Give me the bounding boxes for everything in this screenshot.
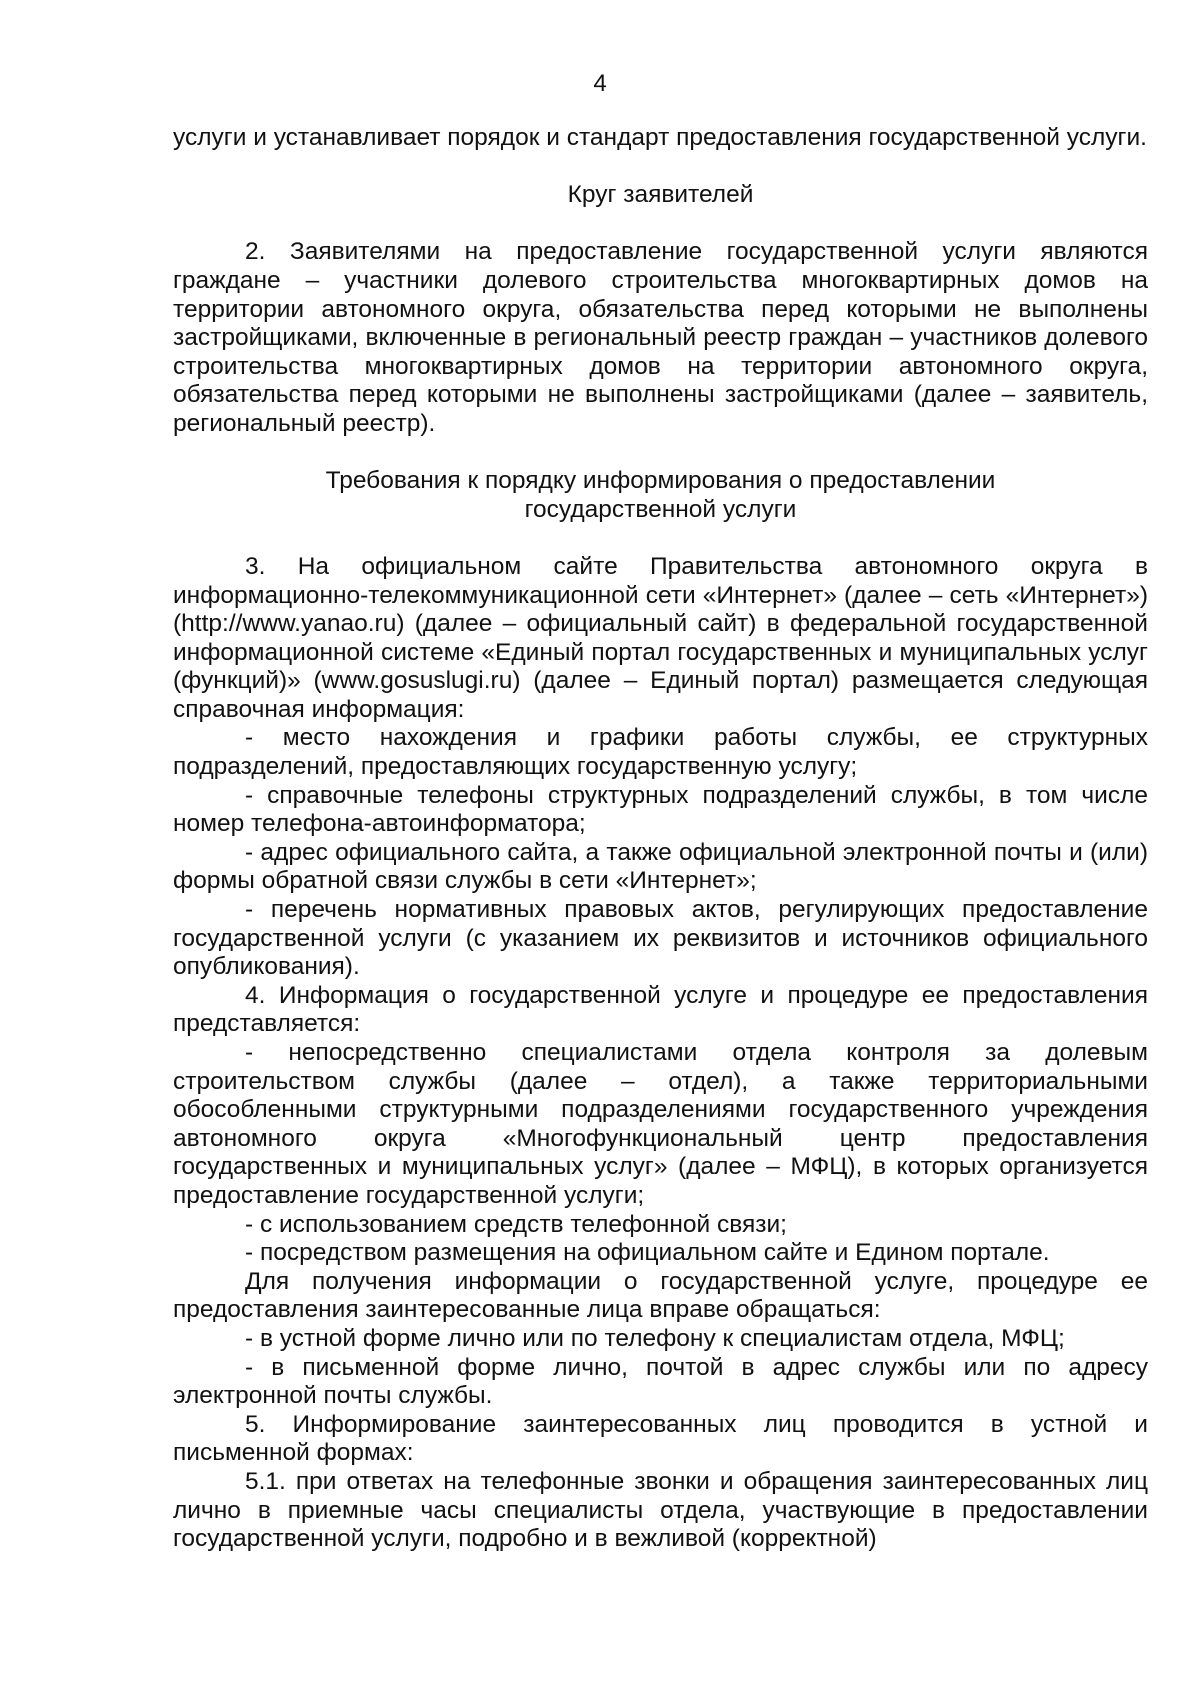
paragraph-4-item-5: - в письменной форме лично, почтой в адрес службы или по адресу электронной почты службы. [173, 1353, 1148, 1410]
section-heading-info-line1: Требования к порядку информирования о предоставлении [325, 467, 996, 495]
paragraph-4-continuation: Для получения информации о государственной услуге, процедуре ее предоставления заинтересованные лица вправе обращаться: [173, 1267, 1148, 1324]
paragraph-4: 4. Информация о государственной услуге и процедуре ее предоставления представляется: [173, 981, 1148, 1038]
intro-paragraph: услуги и устанавливает порядок и стандарт предоставления государственной услуги. [173, 124, 1147, 151]
paragraph-4-item-4: - в устной форме лично или по телефону к специалистам отдела, МФЦ; [245, 1324, 1065, 1352]
page-number: 4 [593, 70, 607, 97]
spacer [173, 439, 1148, 468]
paragraph-4-item-2: - с использованием средств телефонной связи; [245, 1210, 787, 1238]
paragraph-3-item-1: - место нахождения и графики работы службы, ее структурных подразделений, предоставляющих государственную услугу; [173, 724, 1148, 781]
spacer [173, 524, 1148, 553]
spacer [173, 153, 1148, 182]
section-heading-applicants: Круг заявителей [567, 181, 754, 209]
paragraph-4-item-1: - непосредственно специалистами отдела контроля за долевым строительством службы (далее – отдел), а также территориальными обособленными структурными подразделениями государственного учреждения автономного округа «Многофункциональный центр предоставления государственных и муниципальных услуг» (далее – МФЦ), в которых организуется предоставление государственной услуги; [173, 1039, 1148, 1209]
paragraph-5: 5. Информирование заинтересованных лиц проводится в устной и письменной формах: [173, 1410, 1148, 1467]
paragraph-3-item-2: - справочные телефоны структурных подразделений службы, в том числе номер телефона-автоинформатора; [173, 781, 1148, 838]
paragraph-5-1: 5.1. при ответах на телефонные звонки и обращения заинтересованных лиц лично в приемные часы специалисты отдела, участвующие в предоставлении государственной услуги, подробно и в вежливой (корректной) [173, 1467, 1148, 1553]
document-body [173, 124, 1148, 1554]
paragraph-3: 3. На официальном сайте Правительства автономного округа в информационно-телекоммуникационной сети «Интернет» (далее – сеть «Интернет») (http://www.yanao.ru) (далее – официальный сайт) в федеральной государственной информационной системе «Единый портал государственных и муниципальных услуг (функций)» (www.gosuslugi.ru) (далее – Единый портал) размещается следующая справочная информация: [173, 552, 1148, 723]
paragraph-2: 2. Заявителями на предоставление государственной услуги являются граждане – участники долевого строительства многоквартирных домов на территории автономного округа, обязательства перед которыми не выполнены застройщиками, включенные в региональный реестр граждан – участников долевого строительства многоквартирных домов на территории автономного округа, обязательства перед которыми не выполнены застройщиками (далее – заявитель, региональный реестр). [173, 238, 1148, 437]
paragraph-3-item-4: - перечень нормативных правовых актов, регулирующих предоставление государственной услуги (с указанием их реквизитов и источников официального опубликования). [173, 896, 1148, 981]
paragraph-3-item-3: - адрес официального сайта, а также официальной электронной почты и (или) формы обратной связи службы в сети «Интернет»; [173, 838, 1148, 895]
paragraph-4-item-3: - посредством размещения на официальном сайте и Едином портале. [245, 1239, 1050, 1267]
section-heading-info-line2: государственной услуги [524, 495, 797, 523]
spacer [173, 210, 1148, 239]
